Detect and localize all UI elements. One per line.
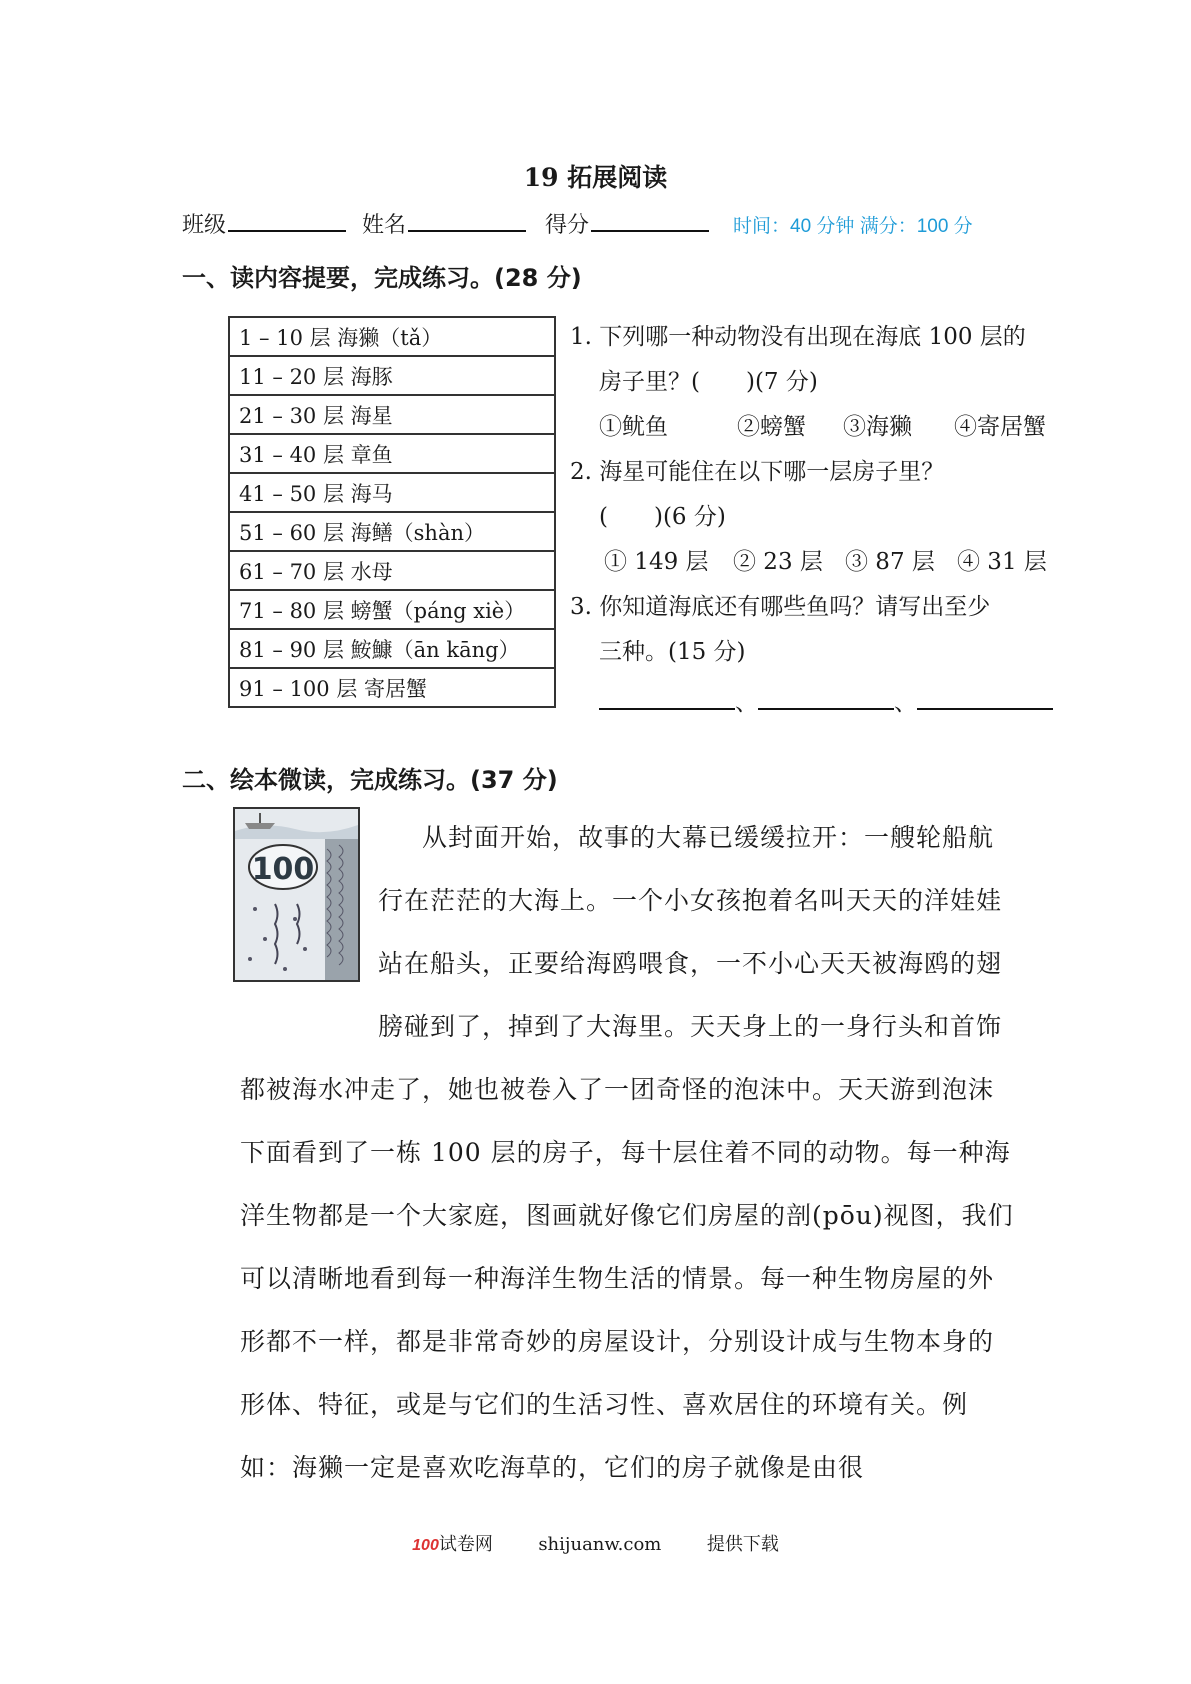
section2-heading: 二、绘本微读，完成练习。(37 分) xyxy=(182,766,558,794)
footer-site-name: 试卷网 xyxy=(438,1534,493,1555)
footer-domain[interactable]: shijuanw.com xyxy=(538,1534,662,1555)
image-wrap-spacer xyxy=(240,806,378,996)
section1-heading: 一、读内容提要，完成练习。(28 分) xyxy=(182,264,582,292)
q2-line1: 2. 海星可能住在以下哪一层房子里？ xyxy=(570,459,945,485)
floor-row: 11 – 20 层 海豚 xyxy=(229,356,555,395)
q1-option[interactable]: ①鱿鱼 xyxy=(599,414,668,440)
answer-blank[interactable] xyxy=(599,688,735,710)
q2-option[interactable]: ② 23 层 xyxy=(733,549,823,575)
floor-row: 51 – 60 层 海鳝（shàn） xyxy=(229,512,555,551)
floor-table xyxy=(228,316,556,708)
score-blank[interactable] xyxy=(591,208,709,232)
footer-note: 提供下载 xyxy=(706,1534,779,1555)
q1-line2: 房子里？( )(7 分) xyxy=(599,369,818,395)
name-field xyxy=(362,208,526,239)
class-label: 班级 xyxy=(182,213,227,238)
story-paragraph xyxy=(240,806,1016,1499)
q1-option[interactable]: ②螃蟹 xyxy=(737,414,806,440)
class-blank[interactable] xyxy=(228,208,346,232)
footer-logo: 100 xyxy=(412,1537,439,1554)
q2-option[interactable]: ① 149 层 xyxy=(604,549,709,575)
page-title: 19 拓展阅读 xyxy=(523,163,668,192)
separator: 、 xyxy=(735,690,758,716)
answer-blank[interactable] xyxy=(917,688,1053,710)
q2-option[interactable]: ③ 87 层 xyxy=(845,549,935,575)
q3-line2: 三种。(15 分) xyxy=(599,639,746,665)
floor-row: 81 – 90 层 鮟鱇（ān kāng） xyxy=(229,629,555,668)
name-blank[interactable] xyxy=(408,208,526,232)
q3-answer-lines xyxy=(599,680,1053,726)
time-info: 时间：40 分钟 满分：100 分 xyxy=(733,216,973,237)
score-label: 得分 xyxy=(545,213,590,238)
cover-title-number: 100 xyxy=(251,852,315,887)
separator: 、 xyxy=(894,690,917,716)
floor-row: 31 – 40 层 章鱼 xyxy=(229,434,555,473)
q1-option[interactable]: ④寄居蟹 xyxy=(954,414,1046,440)
q2-line2: ( )(6 分) xyxy=(599,504,726,530)
floor-row: 91 – 100 层 寄居蟹 xyxy=(229,668,555,707)
score-field xyxy=(545,208,709,239)
floor-row: 41 – 50 层 海马 xyxy=(229,473,555,512)
q3-line1: 3. 你知道海底还有哪些鱼吗？请写出至少 xyxy=(570,594,991,620)
floor-row: 61 – 70 层 水母 xyxy=(229,551,555,590)
story-text: 从封面开始，故事的大幕已缓缓拉开：一艘轮船航行在茫茫的大海上。一个小女孩抱着名叫天天的洋娃娃站在船头，正要给海鸥喂食，一不小心天天被海鸥的翅膀碰到了，掉到了大海里。天天身上的一身行头和首饰都被海水冲走了，她也被卷入了一团奇怪的泡沫中。天天游到泡沫下面看到了一栋 100 层的房子，每十层住着不同的动物。每一种海洋生物都是一个大家庭，图画就好像它们房屋的剖(pōu)视图，我们可以清晰地看到每一种海洋生物生活的情景。每一种生物房屋的外形都不一样，都是非常奇妙的房屋设计，分别设计成与生物本身的形体、特征，或是与它们的生活习性、喜欢居住的环境有关。例如：海獭一定是喜欢吃海草的，它们的房子就像是由很 xyxy=(240,823,1014,1482)
floor-row: 71 – 80 层 螃蟹（páng xiè） xyxy=(229,590,555,629)
floor-row: 21 – 30 层 海星 xyxy=(229,395,555,434)
name-label: 姓名 xyxy=(362,213,407,238)
q1-line1: 1. 下列哪一种动物没有出现在海底 100 层的 xyxy=(570,324,1026,350)
q2-option[interactable]: ④ 31 层 xyxy=(957,549,1047,575)
footer xyxy=(0,1530,1191,1556)
class-field xyxy=(182,208,346,239)
answer-blank[interactable] xyxy=(758,688,894,710)
q1-option[interactable]: ③海獭 xyxy=(843,414,912,440)
floor-row: 1 – 10 层 海獭（tǎ） xyxy=(229,317,555,356)
